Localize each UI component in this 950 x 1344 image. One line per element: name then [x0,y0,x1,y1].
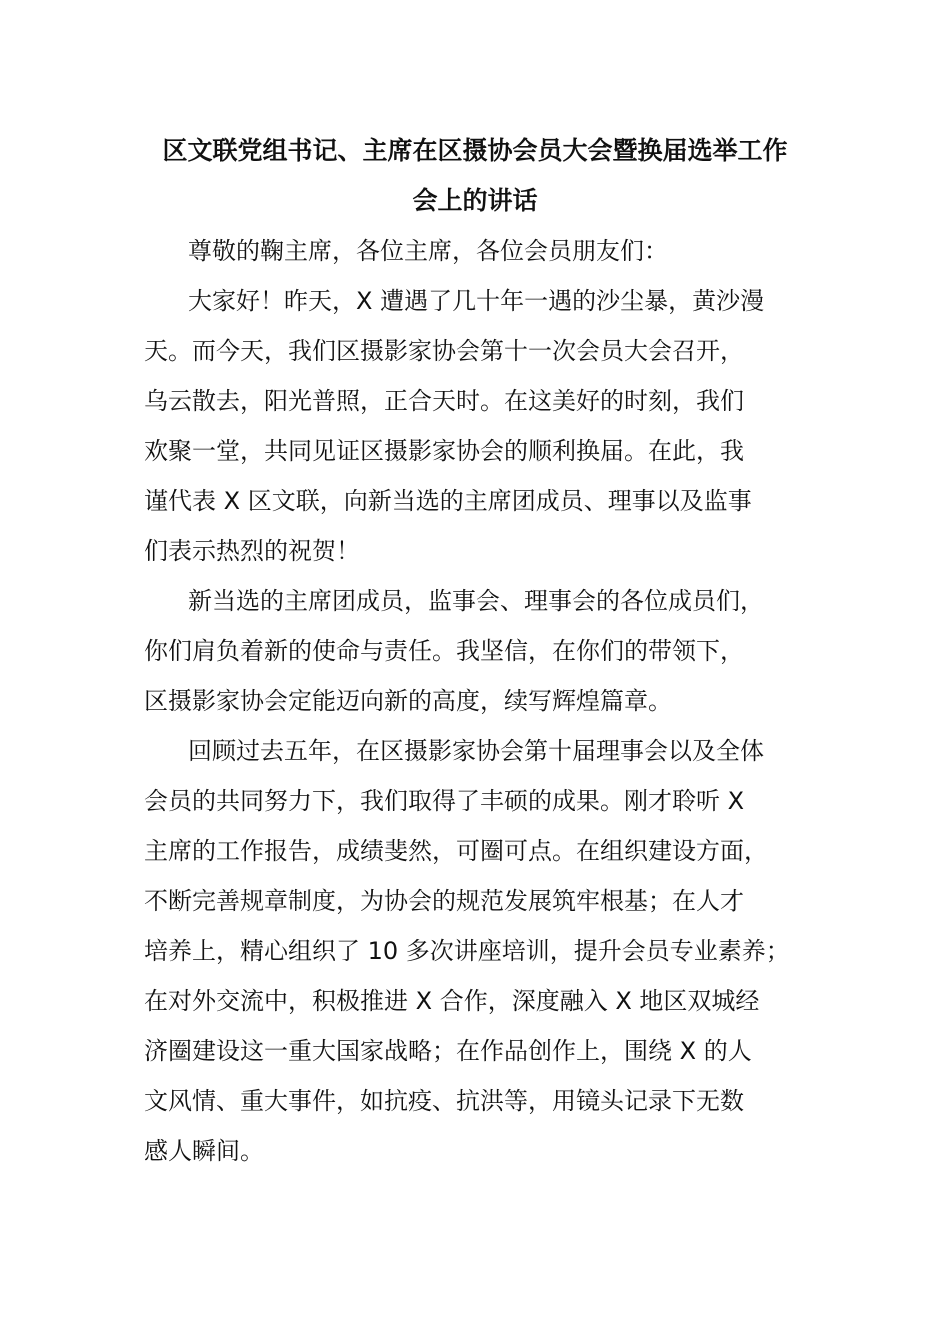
paragraph-1-line-6: 们表示热烈的祝贺！ [144,537,360,565]
document-title [140,126,810,226]
paragraph-1-line-1: 大家好！昨天，X 遭遇了几十年一遇的沙尘暴，黄沙漫 [188,287,765,315]
paragraph-3-line-6: 在对外交流中，积极推进 X 合作，深度融入 X 地区双城经 [144,987,760,1015]
salutation-line: 尊敬的鞠主席，各位主席，各位会员朋友们： [188,237,668,265]
paragraph-1-line-4: 欢聚一堂，共同见证区摄影家协会的顺利换届。在此，我 [144,437,744,465]
paragraph-2-line-1: 新当选的主席团成员，监事会、理事会的各位成员们， [188,587,764,615]
paragraph-1-line-5: 谨代表 X 区文联，向新当选的主席团成员、理事以及监事 [144,487,752,515]
paragraph-3-line-5: 培养上，精心组织了 10 多次讲座培训，提升会员专业素养； [144,937,790,965]
paragraph-3-line-4: 不断完善规章制度，为协会的规范发展筑牢根基；在人才 [144,887,744,915]
paragraph-2-line-2: 你们肩负着新的使命与责任。我坚信，在你们的带领下， [144,637,744,665]
paragraph-2-line-3: 区摄影家协会定能迈向新的高度，续写辉煌篇章。 [144,687,672,715]
paragraph-3-line-3: 主席的工作报告，成绩斐然，可圈可点。在组织建设方面， [144,837,768,865]
paragraph-3-line-8: 文风情、重大事件，如抗疫、抗洪等，用镜头记录下无数 [144,1087,744,1115]
title-line-1: 区文联党组书记、主席在区摄协会员大会暨换届选举工作 [162,136,788,165]
paragraph-1-line-3: 乌云散去，阳光普照，正合天时。在这美好的时刻，我们 [144,387,744,415]
paragraph-3-line-2: 会员的共同努力下，我们取得了丰硕的成果。刚才聆听 X [144,787,745,815]
paragraph-3-line-9: 感人瞬间。 [144,1137,264,1165]
paragraph-3-line-1: 回顾过去五年，在区摄影家协会第十届理事会以及全体 [188,737,764,765]
paragraph-1-line-2: 天。而今天，我们区摄影家协会第十一次会员大会召开， [144,337,744,365]
title-line-2: 会上的讲话 [412,186,538,215]
document-body [144,226,824,1176]
paragraph-3-line-7: 济圈建设这一重大国家战略；在作品创作上，围绕 X 的人 [144,1037,752,1065]
